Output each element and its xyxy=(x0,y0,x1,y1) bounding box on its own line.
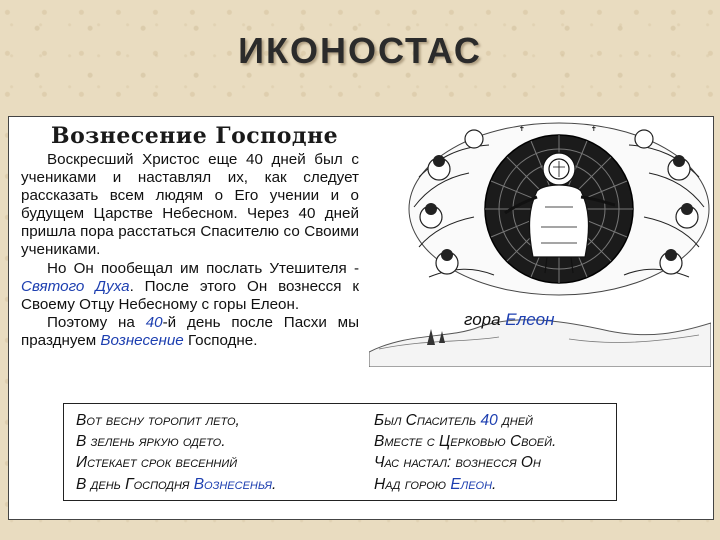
paragraph-1-text: Воскресший Христос еще 40 дней был с учениками и наставлял их, как следует рассказать всем людям о Его учении и о будущем Царстве Небесном. Через 40 дней пришла пора расстаться Спасителю со Своими учениками. xyxy=(21,151,359,259)
eleon-poem-highlight: Елеон xyxy=(450,475,493,493)
poem-line-text: . xyxy=(492,475,497,493)
poem-right-column xyxy=(374,410,556,495)
poem-line xyxy=(374,431,556,452)
poem-box xyxy=(63,403,617,501)
mount-label-prefix: гора xyxy=(464,310,506,329)
poem-line-text: Был Спаситель xyxy=(374,412,481,429)
ascension-highlight: Вознесение xyxy=(100,331,184,349)
poem-line xyxy=(76,452,276,473)
poem-line-text: дней xyxy=(497,412,533,429)
paragraph-3-text-a: Поэтому на xyxy=(47,313,146,331)
mount-name: Елеон xyxy=(505,310,555,329)
poem-line-text: В зелень яркую одето. xyxy=(76,433,226,451)
paragraph-2-text-a: Но Он пообещал им послать Утешителя - xyxy=(47,259,359,277)
paragraph-1 xyxy=(21,151,359,260)
svg-text:✝: ✝ xyxy=(519,125,525,133)
poem-line xyxy=(374,452,556,473)
slide-title: ИКОНОСТАС xyxy=(238,30,482,71)
mount-label xyxy=(464,310,554,330)
forty-highlight: 40 xyxy=(145,313,163,331)
poem-line xyxy=(76,474,276,495)
poem-line xyxy=(76,431,276,452)
holy-spirit-highlight: Святого Духа xyxy=(21,277,130,295)
poem-line-text: Над горою xyxy=(374,475,451,493)
poem-line-text: Истекает срок весенний xyxy=(76,454,238,472)
poem-line-text: Вот весну торопит лето, xyxy=(76,412,240,429)
body-text xyxy=(21,151,359,350)
poem-line xyxy=(76,410,276,431)
paragraph-3-text-e: Господне. xyxy=(183,331,258,349)
paragraph-2 xyxy=(21,260,359,314)
section-heading: Вознесение Господне xyxy=(51,123,339,149)
ascension-poem-highlight: Вознесенья xyxy=(193,475,273,493)
content-panel xyxy=(8,116,714,520)
paragraph-2-text-c: . После этого Он вознесся к Своему Отцу Небесному с горы Елеон. xyxy=(21,277,359,313)
forty-poem-highlight: 40 xyxy=(480,412,498,429)
paragraph-3-text-c: -й день после Пасхи мы празднуем xyxy=(21,313,359,349)
poem-line-text: В день Господня xyxy=(76,475,194,493)
poem-line xyxy=(374,474,556,495)
poem-left-column xyxy=(76,410,276,495)
poem-line-text: . xyxy=(272,475,277,493)
poem-line xyxy=(374,410,556,431)
poem-line-text: Час настал: вознесся Он xyxy=(374,454,541,472)
paragraph-3 xyxy=(21,314,359,350)
svg-text:✝: ✝ xyxy=(591,125,597,133)
poem-line-text: Вместе с Церковью Своей. xyxy=(374,433,557,451)
